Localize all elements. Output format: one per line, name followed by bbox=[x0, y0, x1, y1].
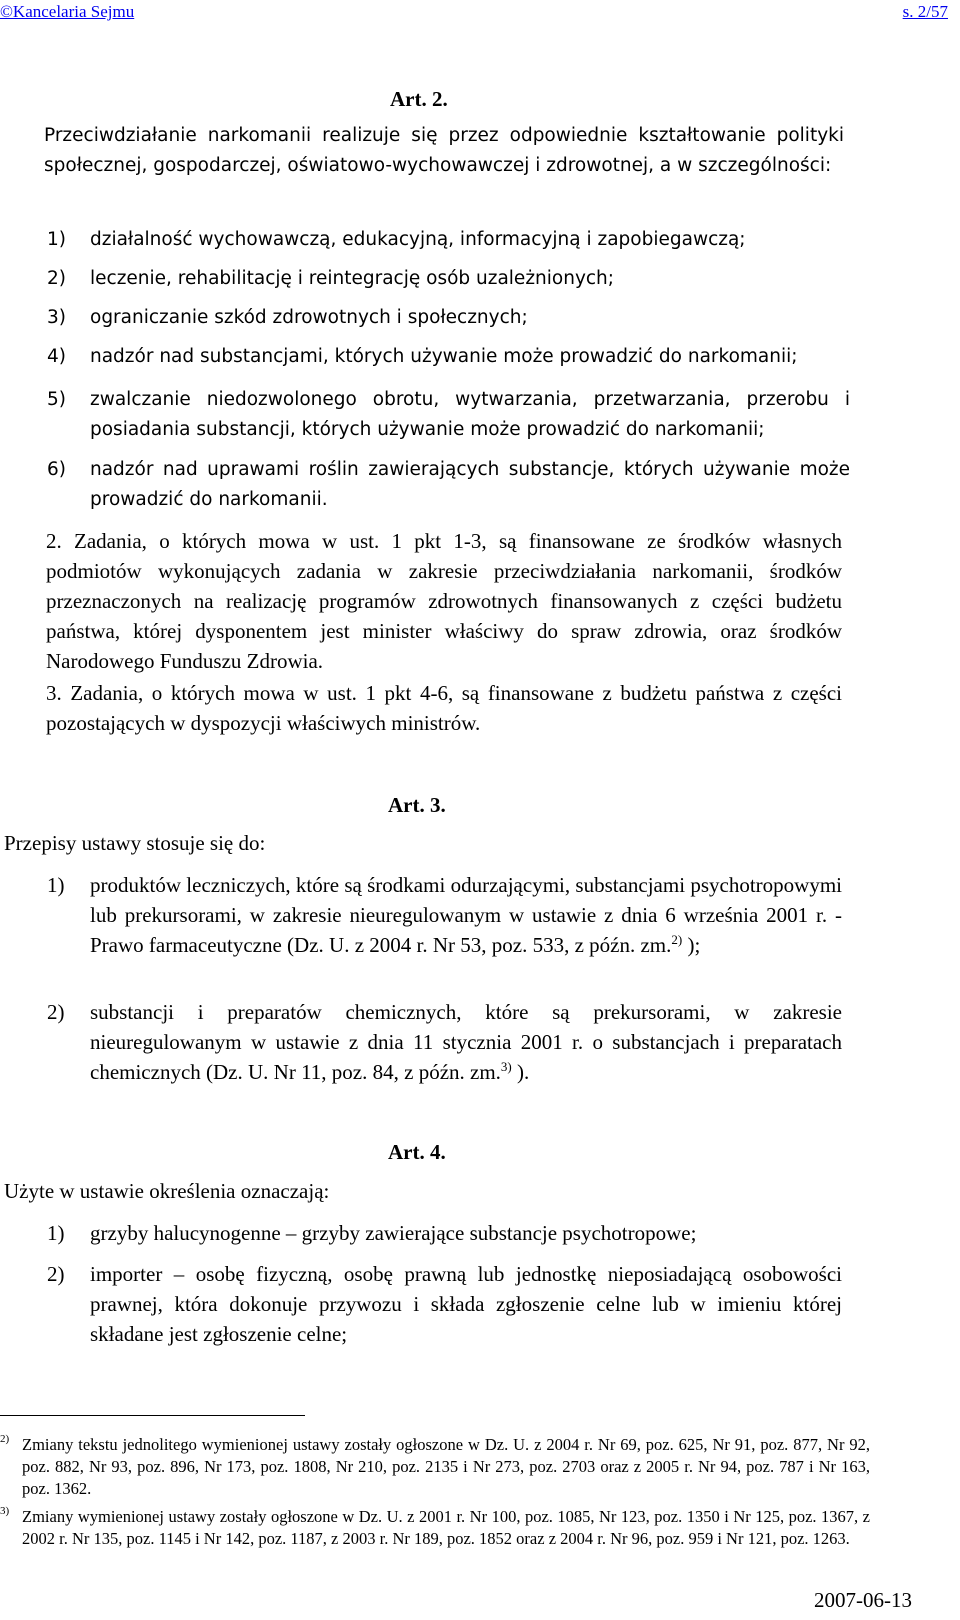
item-number: 1) bbox=[47, 873, 65, 897]
item-number: 2) bbox=[47, 1262, 65, 1286]
art-3-item-1 bbox=[47, 870, 842, 960]
item-text: ograniczanie szkód zdrowotnych i społecznych; bbox=[90, 307, 528, 328]
art-2-item-6 bbox=[47, 455, 850, 515]
footnote-mark: 2) bbox=[0, 1433, 10, 1445]
footnote-ref-3[interactable]: 3) bbox=[500, 1059, 512, 1074]
art-2-item-4 bbox=[47, 342, 850, 372]
item-text-end: ); bbox=[682, 933, 701, 957]
art-2-ust-2: 2. Zadania, o których mowa w ust. 1 pkt 1-3, są finansowane ze środków własnych podmiotów wykonujących zadania w zakresie przeciwdziałania narkomanii, środków przeznaczonych na realizację programów zdrowotnych finansowanych z części budżetu państwa, której dysponentem jest minister właściwy do spraw zdrowia, oraz środków Narodowego Funduszu Zdrowia. bbox=[46, 529, 842, 673]
art-2-ust-1 bbox=[44, 121, 844, 181]
art-2-item-3 bbox=[47, 303, 850, 333]
footnote-3 bbox=[0, 1505, 870, 1550]
art-3-item-2 bbox=[47, 997, 842, 1087]
art-3-title: Art. 3. bbox=[388, 793, 446, 817]
item-number: 2) bbox=[47, 268, 66, 289]
footnote-separator bbox=[0, 1415, 305, 1416]
art-4-title: Art. 4. bbox=[388, 1140, 446, 1164]
copyright-link[interactable]: ©Kancelaria Sejmu bbox=[0, 2, 135, 21]
footnote-ref-2[interactable]: 2) bbox=[671, 932, 683, 947]
art-4-item-2 bbox=[47, 1259, 842, 1349]
document-date: 2007-06-13 bbox=[814, 1588, 912, 1612]
item-text: nadzór nad uprawami roślin zawierających substancje, których używanie może prowadzić do narkomanii. bbox=[90, 459, 850, 510]
ust-1-text: Przeciwdziałanie narkomanii realizuje się przez odpowiednie kształtowanie polityki społecznej, gospodarczej, oświatowo-wychowawczej i zdrowotnej, a w szczególności: bbox=[44, 125, 844, 176]
art-2-ust-3: 3. Zadania, o których mowa w ust. 1 pkt 4-6, są finansowane z budżetu państwa z części pozostających w dyspozycji właściwych ministrów. bbox=[46, 681, 842, 735]
item-number: 5) bbox=[47, 389, 66, 410]
footnote-text: Zmiany wymienionej ustawy zostały ogłoszone w Dz. U. z 2001 r. Nr 100, poz. 1085, Nr 123, poz. 1350 i Nr 125, poz. 1367, z 2002 r. Nr 135, poz. 1145 i Nr 142, poz. 1187, z 2003 r. Nr 189, poz. 1852 oraz z 2004 r. Nr 96, poz. 959 i Nr 121, poz. 1263. bbox=[22, 1507, 870, 1548]
ust-1-number bbox=[8, 121, 44, 151]
item-text: zwalczanie niedozwolonego obrotu, wytwarzania, przetwarzania, przerobu i posiadania substancji, których używanie może prowadzić do narkomanii; bbox=[90, 389, 850, 440]
art-2-item-2 bbox=[47, 264, 850, 294]
item-text: importer – osobę fizyczną, osobę prawną lub jednostkę nieposiadającą osobowości prawnej, która dokonuje przywozu i składa zgłoszenie celne lub w imieniu której składane jest zgłoszenie celne; bbox=[90, 1262, 842, 1346]
footnote-2 bbox=[0, 1433, 870, 1500]
item-number: 1) bbox=[47, 1221, 65, 1245]
art-4-intro: Użyte w ustawie określenia oznaczają: bbox=[4, 1179, 330, 1203]
footnote-mark: 3) bbox=[0, 1505, 10, 1517]
item-number: 3) bbox=[47, 307, 66, 328]
footnote-text: Zmiany tekstu jednolitego wymienionej ustawy zostały ogłoszone w Dz. U. z 2004 r. Nr 69, poz. 625, Nr 91, poz. 877, Nr 92, poz. 882, Nr 93, poz. 896, Nr 173, poz. 1808, Nr 210, poz. 2135 i Nr 273, poz. 2703 oraz z 2005 r. Nr 94, poz. 787 i Nr 163, poz. 1362. bbox=[22, 1435, 870, 1498]
item-text: leczenie, rehabilitację i reintegrację osób uzależnionych; bbox=[90, 268, 615, 289]
item-text: grzyby halucynogenne – grzyby zawierające substancje psychotropowe; bbox=[90, 1221, 697, 1245]
art-3-intro: Przepisy ustawy stosuje się do: bbox=[4, 831, 266, 855]
item-text: substancji i preparatów chemicznych, które są prekursorami, w zakresie nieuregulowanym w ustawie z dnia 11 stycznia 2001 r. o substancjach i preparatach chemicznych (Dz. U. Nr 11, poz. 84, z późn. zm. bbox=[90, 1000, 842, 1084]
item-number: 4) bbox=[47, 346, 66, 367]
item-text: działalność wychowawczą, edukacyjną, informacyjną i zapobiegawczą; bbox=[90, 229, 746, 250]
item-text-end: ). bbox=[511, 1060, 530, 1084]
item-number: 6) bbox=[47, 459, 66, 480]
art-2-item-5 bbox=[47, 385, 850, 445]
item-text: nadzór nad substancjami, których używanie może prowadzić do narkomanii; bbox=[90, 346, 798, 367]
item-number: 1) bbox=[47, 229, 66, 250]
art-2-item-1 bbox=[47, 225, 850, 255]
page-header bbox=[0, 0, 960, 28]
art-4-item-1 bbox=[47, 1218, 842, 1248]
page-number-link[interactable]: s. 2/57 bbox=[902, 2, 948, 21]
item-text: produktów leczniczych, które są środkami odurzającymi, substancjami psychotropowymi lub prekursorami, w zakresie nieuregulowanym w ustawie z dnia 6 września 2001 r. - Prawo farmaceutyczne (Dz. U. z 2004 r. Nr 53, poz. 533, z późn. zm. bbox=[90, 873, 842, 957]
item-number: 2) bbox=[47, 1000, 65, 1024]
art-2-title: Art. 2. bbox=[390, 87, 448, 111]
